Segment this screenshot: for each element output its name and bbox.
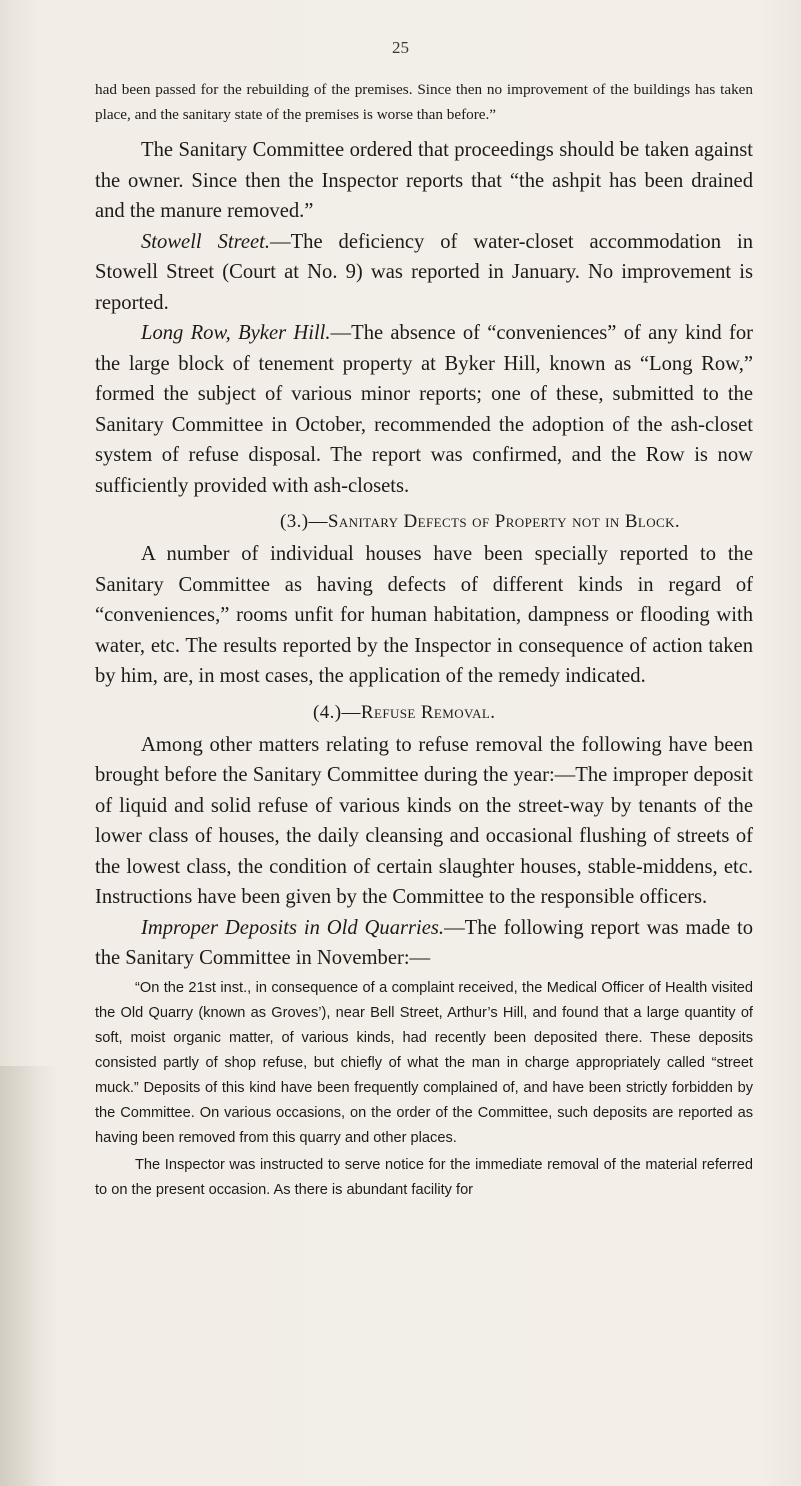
report-paragraph-1: “On the 21st inst., in consequence of a complaint received, the Medical Officer of Health visited the Old Quarry (known as Groves’), near Bell Street, Arthur’s Hill, and found that a large quantity of soft, moist organic matter, of various kinds, had recently been deposited there. These deposits consisted partly of shop refuse, but chiefly of what the man in charge appropriately called “street muck.” Deposits of this kind have been frequently complained of, and have been strictly forbidden by the Committee. On various occasions, on the order of the Committee, such deposits are reported as having been removed from this quarry and other places. — [95, 979, 753, 1146]
stowell-street-paragraph — [95, 227, 753, 319]
continued-quote: had been passed for the rebuilding of the premises. Since then no improvement of the buildings has taken place, and the sanitary state of the premises is worse than before.” — [95, 81, 753, 123]
section-3-paragraph: A number of individual houses have been specially reported to the Sanitary Committee as having defects of different kinds in regard of “conveniences,” rooms unfit for human habitation, dampness or flooding with water, etc. The results reported by the Inspector in consequence of action taken by him, are, in most cases, the application of the remedy indicated. — [95, 543, 753, 687]
quarries-heading: Improper Deposits in Old Quarries. — [141, 916, 445, 939]
section-4-heading — [95, 698, 753, 728]
section-3-heading — [95, 507, 753, 537]
quarries-paragraph — [95, 913, 753, 974]
section-3-number: (3.)— — [280, 511, 328, 532]
section-4-number: (4.)— — [313, 701, 361, 723]
long-row-heading: Long Row, Byker Hill. — [141, 322, 331, 344]
report-paragraph-2: The Inspector was instructed to serve notice for the immediate removal of the material referred to on the present occasion. As there is abundant facility for — [95, 1156, 753, 1198]
long-row-text: —The absence of “conveniences” of any kind for the large block of tenement property at Byker Hill, known as “Long Row,” formed the subject of various minor reports; one of these, submitted to the Sanitary Committee in October, recommended the adoption of the ash-closet system of refuse disposal. The report was confirmed, and the Row is now sufficiently provided with ash-closets. — [95, 322, 753, 497]
stowell-street-heading: Stowell Street. — [141, 230, 270, 253]
stowell-street-text: —The deficiency of water-closet accommodation in Stowell Street (Court at No. 9) was reported in January. No improvement is reported. — [95, 230, 753, 314]
page-number: 25 — [392, 38, 409, 57]
section-3-title: Sanitary Defects of Property not in Block. — [327, 511, 681, 532]
page-edge-shadow — [0, 1066, 60, 1486]
committee-order-paragraph: The Sanitary Committee ordered that proceedings should be taken against the owner. Since then the Inspector reports that “the ashpit has been drained and the manure removed.” — [95, 139, 753, 222]
quarries-text: —The following report was made to the Sanitary Committee in November:— — [95, 916, 753, 969]
long-row-paragraph — [95, 318, 753, 501]
page-body — [95, 78, 753, 1203]
section-4-paragraph: Among other matters relating to refuse removal the following have been brought before the Sanitary Committee during the year:—The improper deposit of liquid and solid refuse of various kinds on the street-way by tenants of the lower class of houses, the daily cleansing and occasional flushing of streets of the lowest class, the condition of certain slaughter houses, stable-middens, etc. Instructions have been given by the Committee to the responsible officers. — [95, 733, 753, 908]
section-4-title: Refuse Removal. — [360, 701, 496, 723]
